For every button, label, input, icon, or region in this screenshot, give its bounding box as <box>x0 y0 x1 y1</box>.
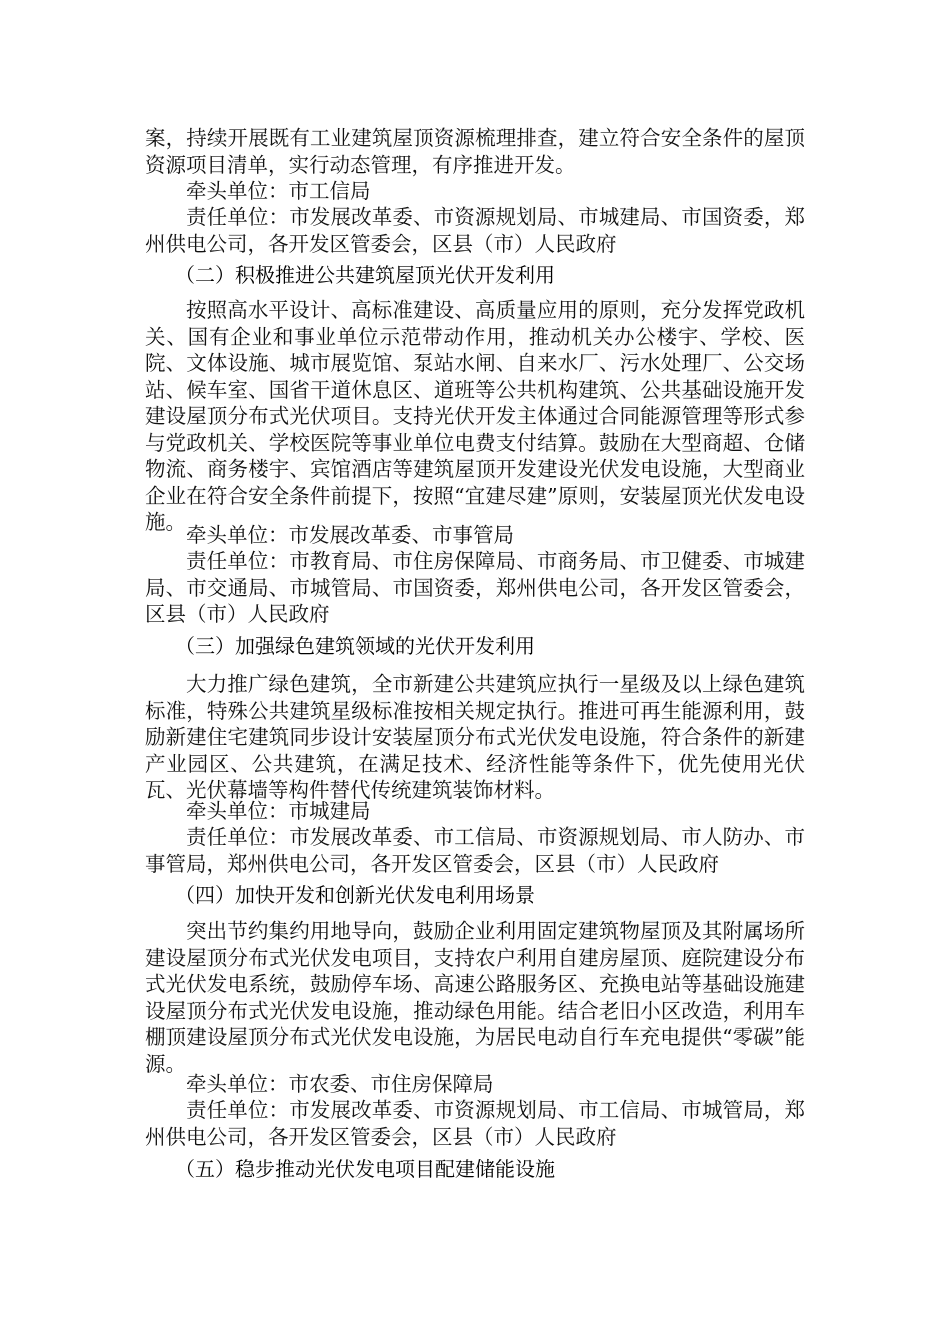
lead-unit: 牵头单位：市工信局 <box>186 179 371 203</box>
section-heading-4: （四）加快开发和创新光伏发电利用场景 <box>175 883 535 907</box>
section-heading-5: （五）稳步推动光伏发电项目配建储能设施 <box>175 1157 555 1181</box>
responsible-units: 责任单位：市发展改革委、市资源规划局、市工信局、市城管局，郑州供电公司，各开发区管委会，区县（市）人民政府 <box>145 1098 805 1149</box>
lead-unit: 牵头单位：市农委、市住房保障局 <box>186 1072 494 1096</box>
responsible-units: 责任单位：市发展改革委、市资源规划局、市城建局、市国资委，郑州供电公司，各开发区管委会，区县（市）人民政府 <box>145 205 805 256</box>
responsible-units: 责任单位：市教育局、市住房保障局、市商务局、市卫健委、市城建局、市交通局、市城管局、市国资委，郑州供电公司，各开发区管委会，区县（市）人民政府 <box>145 549 805 626</box>
section-body-2: 按照高水平设计、高标准建设、高质量应用的原则，充分发挥党政机关、国有企业和事业单位示范带动作用，推动机关办公楼宇、学校、医院、文体设施、城市展览馆、泵站水闸、自来水厂、污水处理厂、公交场站、候车室、国省干道休息区、道班等公共机构建筑、公共基础设施开发建设屋顶分布式光伏项目。支持光伏开发主体通过合同能源管理等形式参与党政机关、学校医院等事业单位电费支付结算。鼓励在大型商超、仓储物流、商务楼宇、宾馆酒店等建筑屋顶开发建设光伏发电设施，大型商业企业在符合安全条件前提下，按照“宜建尽建”原则，安装屋顶光伏发电设施。 <box>145 298 805 534</box>
paragraph-continuation: 案，持续开展既有工业建筑屋顶资源梳理排查，建立符合安全条件的屋顶资源项目清单，实行动态管理，有序推进开发。 <box>145 126 805 177</box>
section-body-4: 突出节约集约用地导向，鼓励企业利用固定建筑物屋顶及其附属场所建设屋顶分布式光伏发电项目，支持农户利用自建房屋顶、庭院建设分布式光伏发电系统，鼓励停车场、高速公路服务区、充换电站等基础设施建设屋顶分布式光伏发电设施，推动绿色用能。结合老旧小区改造，利用车棚顶建设屋顶分布式光伏发电设施，为居民电动自行车充电提供“零碳”能源。 <box>145 919 805 1076</box>
lead-unit: 牵头单位：市城建局 <box>186 799 371 823</box>
section-heading-3: （三）加强绿色建筑领域的光伏开发利用 <box>175 634 535 658</box>
lead-unit: 牵头单位：市发展改革委、市事管局 <box>186 523 514 547</box>
responsible-units: 责任单位：市发展改革委、市工信局、市资源规划局、市人防办、市事管局，郑州供电公司，各开发区管委会，区县（市）人民政府 <box>145 825 805 876</box>
section-body-3: 大力推广绿色建筑，全市新建公共建筑应执行一星级及以上绿色建筑标准，特殊公共建筑星级标准按相关规定执行。推进可再生能源利用，鼓励新建住宅建筑同步设计安装屋顶分布式光伏发电设施，符合条件的新建产业园区、公共建筑，在满足技术、经济性能等条件下，优先使用光伏瓦、光伏幕墙等构件替代传统建筑装饰材料。 <box>145 672 805 802</box>
section-heading-2: （二）积极推进公共建筑屋顶光伏开发利用 <box>175 263 555 287</box>
